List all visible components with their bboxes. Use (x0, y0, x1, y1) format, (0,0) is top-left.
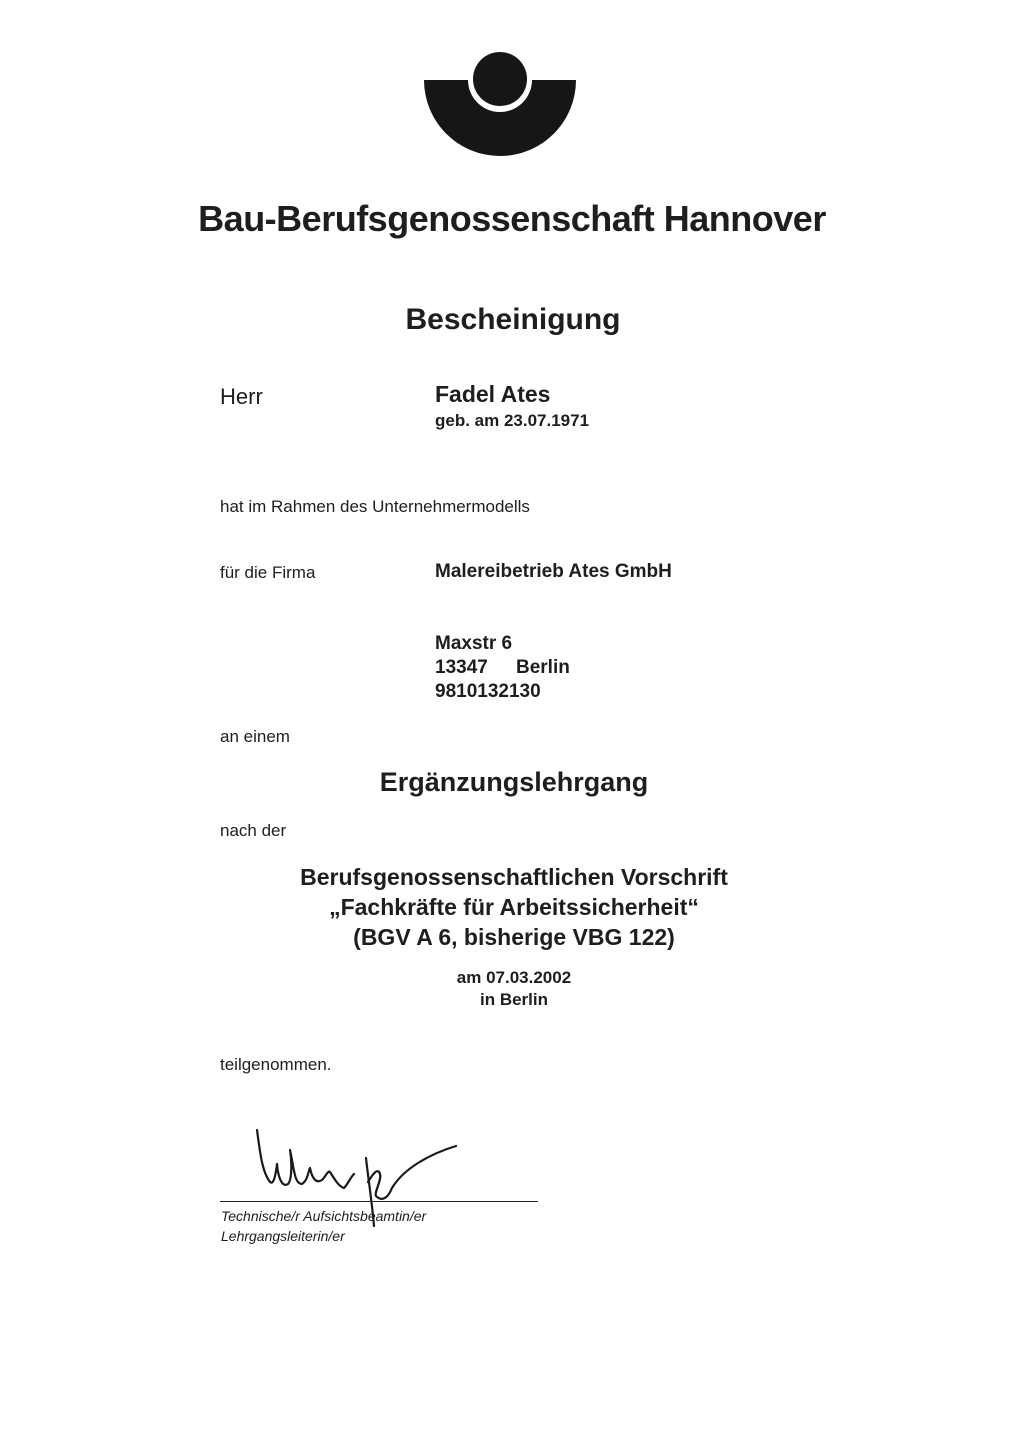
at-phrase: an einem (220, 727, 290, 746)
regulation-line-1: Berufsgenossenschaftlichen Vorschrift (300, 864, 728, 890)
salutation: Herr (220, 384, 263, 409)
signature-stroke-3 (368, 1146, 456, 1199)
firm-name: Malereibetrieb Ates GmbH (435, 561, 672, 582)
firm-postal-code: 13347 (435, 657, 488, 678)
person-name: Fadel Ates (435, 381, 551, 407)
course-type: Ergänzungslehrgang (379, 767, 649, 797)
framework-phrase: hat im Rahmen des Unternehmermodells (220, 497, 530, 516)
signature-caption-2: Lehrgangsleiterin/er (221, 1228, 345, 1244)
course-place: in Berlin (479, 990, 548, 1009)
organization-logo (424, 52, 576, 160)
signature-caption-1: Technische/r Aufsichtsbeamtin/er (221, 1208, 427, 1224)
according-phrase: nach der (220, 821, 287, 840)
birth-date: geb. am 23.07.1971 (435, 411, 590, 430)
firm-street: Maxstr 6 (435, 633, 513, 654)
member-number: 9810132130 (435, 681, 541, 702)
regulation-line-3: (BGV A 6, bisherige VBG 122) (353, 924, 675, 950)
signature-stroke-1 (257, 1130, 354, 1188)
document-title: Bescheinigung (405, 303, 621, 336)
organization-name: Bau-Berufsgenossenschaft Hannover (198, 198, 826, 239)
closing-phrase: teilgenommen. (220, 1055, 332, 1074)
course-date: am 07.03.2002 (456, 968, 572, 987)
logo-circle-shape (473, 52, 527, 106)
signature-line (220, 1201, 538, 1202)
firm-city: Berlin (516, 657, 570, 678)
regulation-line-2: „Fachkräfte für Arbeitssicherheit“ (329, 894, 699, 920)
firm-label: für die Firma (220, 563, 316, 582)
